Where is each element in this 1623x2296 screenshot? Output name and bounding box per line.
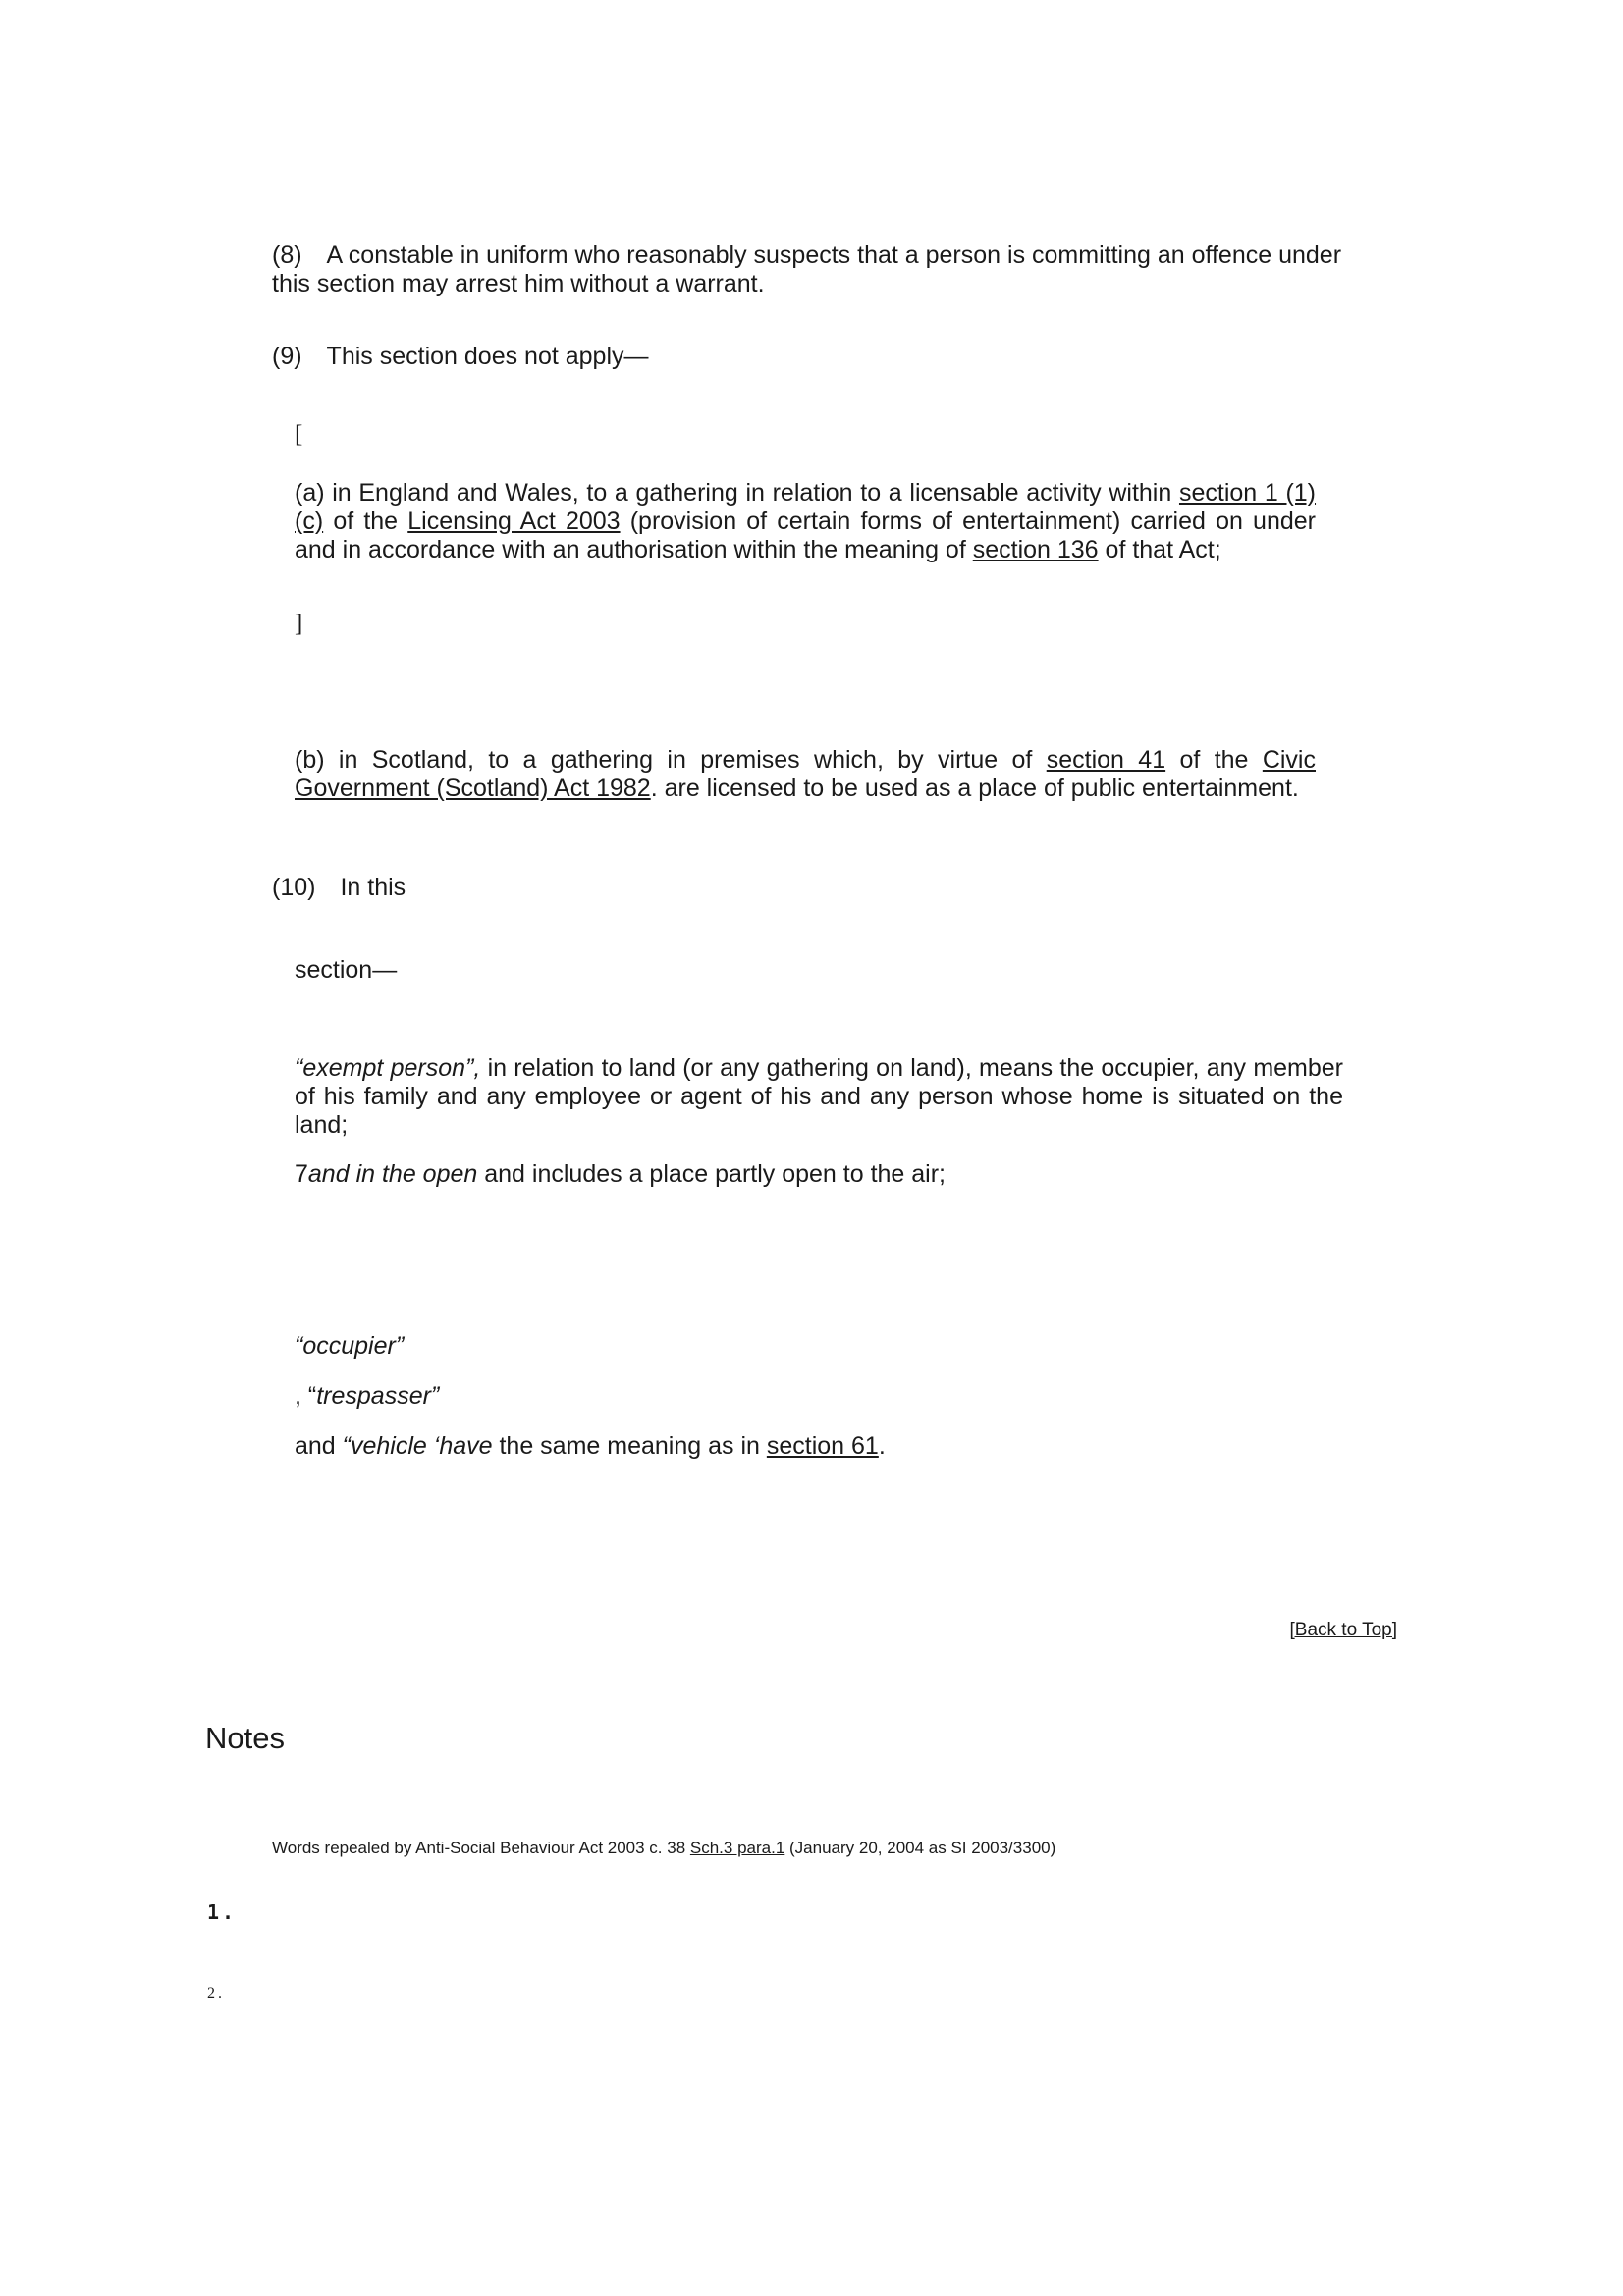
paragraph-8 [272, 241, 1352, 298]
link-licensing-act-2003[interactable]: Licensing Act 2003 [407, 507, 621, 535]
paragraph-9b [295, 746, 1316, 803]
close-bracket-text: ] [295, 611, 303, 637]
note-text-1: Words repealed by Anti-Social Behaviour Act 2003 c. 38 [272, 1839, 690, 1857]
open-air-prefix: 7 [295, 1160, 308, 1188]
open-air-italic: and in the open [307, 1160, 478, 1188]
close-bracket [295, 610, 302, 638]
open-bracket-text: [ [295, 421, 303, 448]
link-section-136[interactable]: section 136 [972, 536, 1099, 563]
paragraph-9b-text-1: (b) in Scotland, to a gathering in premises which, by virtue of [295, 746, 1047, 774]
paragraph-9 [272, 343, 649, 371]
term-trespasser [295, 1382, 439, 1411]
definition-exempt-person-text: in relation to land (or any gathering on land), means the occupier, any member of his family and any employee or agent of his and any person whose home is situated on the land; [295, 1054, 1343, 1139]
definition-open-air [295, 1160, 946, 1189]
note-text-2: (January 20, 2004 as SI 2003/3300) [784, 1839, 1056, 1857]
paragraph-9b-text-3: . are licensed to be used as a place of public entertainment. [650, 774, 1299, 802]
note-item [272, 1839, 1055, 1858]
paragraph-9a [295, 479, 1316, 564]
definition-vehicle [295, 1432, 886, 1461]
trespasser-prefix: , “ [295, 1382, 317, 1410]
open-bracket [295, 420, 302, 449]
vehicle-text-1: and [295, 1432, 343, 1460]
vehicle-text-3: . [878, 1432, 886, 1460]
back-to-top [1290, 1620, 1398, 1641]
footnote-2-text: 2. [207, 1985, 225, 2002]
paragraph-9a-text-4: of that Act; [1098, 536, 1221, 563]
paragraph-8-text: (8) A constable in uniform who reasonably suspects that a person is committing an offence under this section may arrest him without a warrant. [272, 241, 1342, 297]
term-vehicle: “vehicle ‘have [342, 1432, 493, 1460]
notes-heading-text: Notes [205, 1721, 285, 1755]
open-air-text: and includes a place partly open to the air; [477, 1160, 946, 1188]
section-word [295, 956, 397, 985]
footnote-1 [207, 1900, 237, 1924]
term-occupier [295, 1332, 404, 1361]
paragraph-9-text: (9) This section does not apply— [272, 343, 649, 370]
paragraph-9a-text-2: of the [323, 507, 408, 535]
section-word-text: section— [295, 956, 398, 984]
link-civic-government-act-1982[interactable]: Civic Government (Scotland) Act 1982 [295, 746, 1316, 802]
paragraph-10 [272, 874, 406, 902]
paragraph-10-text: (10) In this [272, 874, 406, 901]
link-sch-3-para-1[interactable]: Sch.3 para.1 [689, 1839, 785, 1857]
footnote-1-text: 1. [207, 1900, 238, 1924]
term-exempt-person: “exempt person”, [295, 1054, 481, 1082]
paragraph-9a-text-1: (a) in England and Wales, to a gathering in relation to a licensable activity within [295, 479, 1179, 507]
back-to-top-link[interactable]: [Back to Top] [1289, 1620, 1397, 1640]
vehicle-text-2: the same meaning as in [492, 1432, 767, 1460]
link-section-61[interactable]: section 61 [766, 1432, 879, 1460]
term-trespasser-text: trespasser” [316, 1382, 440, 1410]
paragraph-9b-text-2: of the [1165, 746, 1263, 774]
definition-exempt-person [295, 1054, 1343, 1140]
paragraph-9a-text-3: (provision of certain forms of entertainment) carried on under and in accordance with an authorisation within the meaning of [295, 507, 1316, 563]
notes-heading [205, 1721, 285, 1756]
term-occupier-text: “occupier” [295, 1332, 405, 1360]
link-section-41[interactable]: section 41 [1046, 746, 1166, 774]
footnote-2 [207, 1985, 225, 2002]
link-section-1-1-c[interactable]: section 1 (1)(c) [295, 479, 1317, 535]
